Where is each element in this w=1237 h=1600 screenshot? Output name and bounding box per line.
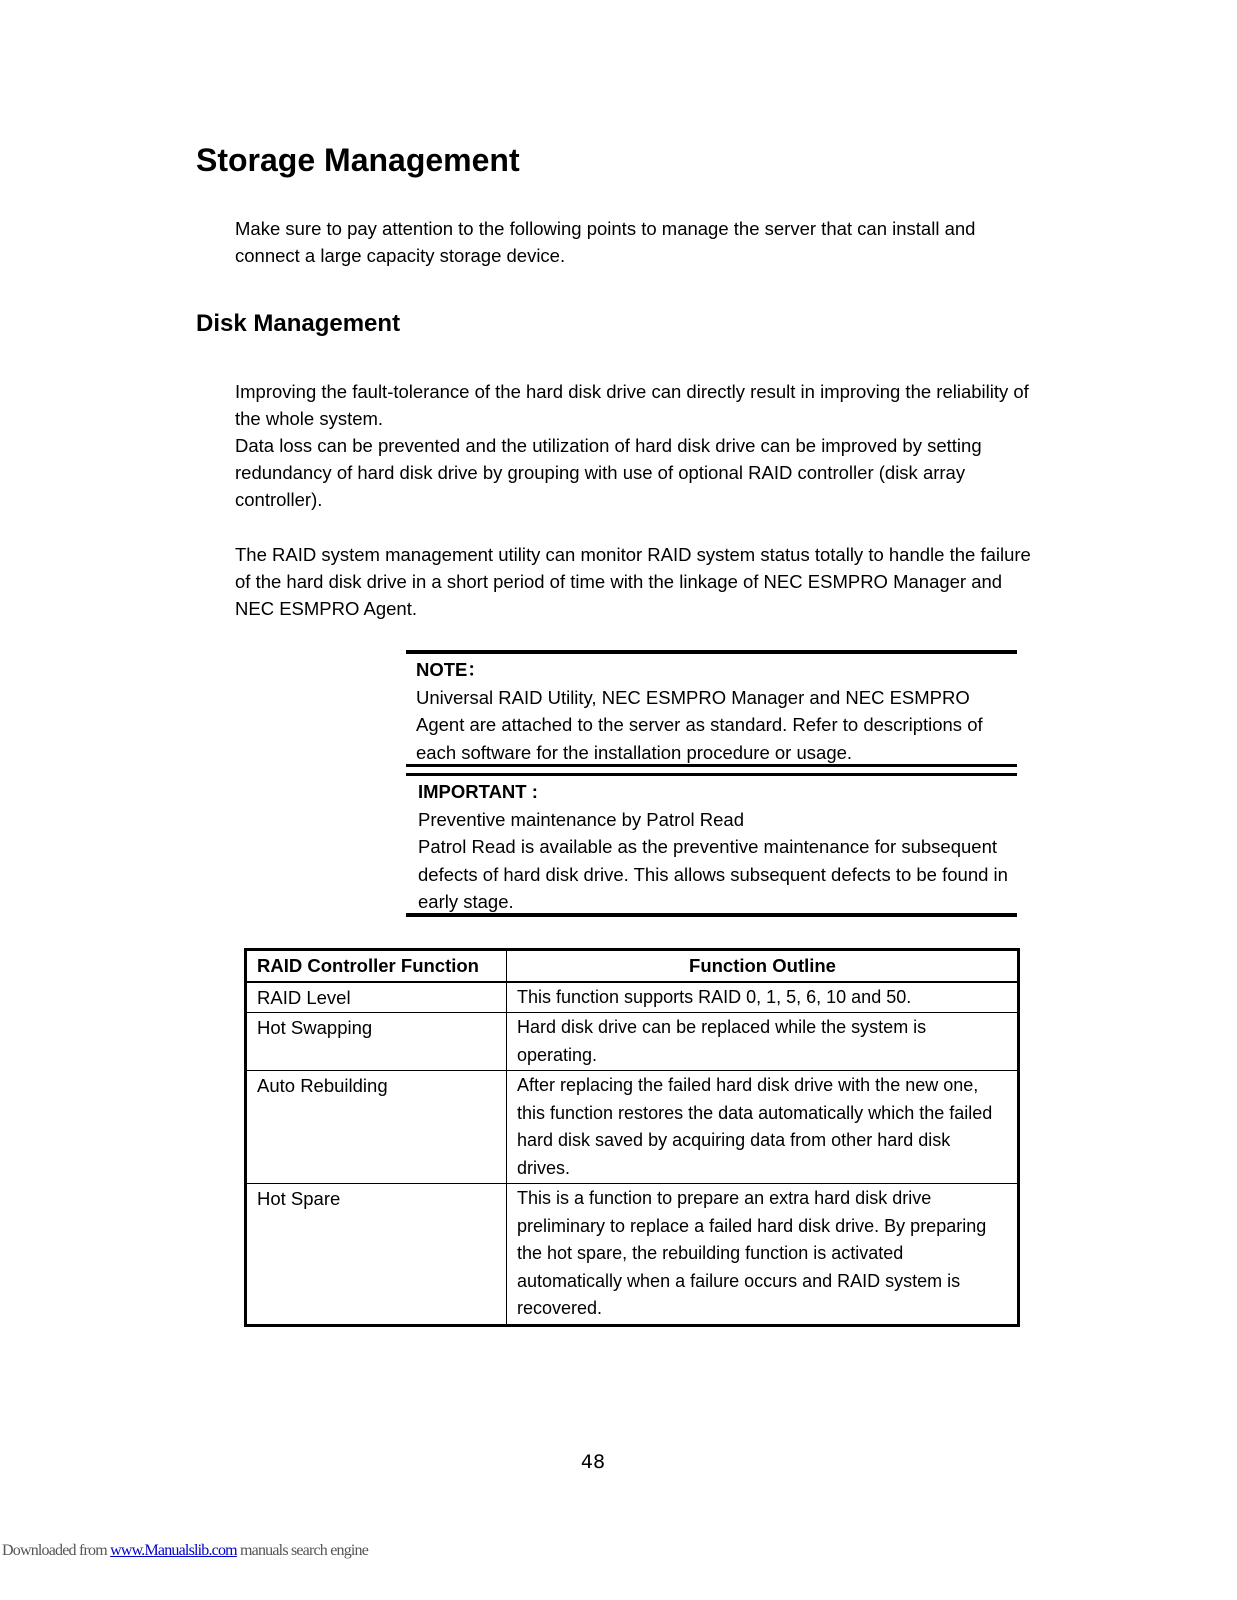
important-top-rule [406,773,1017,776]
table-row [246,1013,1019,1071]
paragraph-3: The RAID system management utility can monitor RAID system status totally to handle the failure of the hard disk drive in a short period of time with the linkage of NEC ESMPRO Manager and NEC ESMPRO Agent. [235,544,1031,619]
intro-paragraph [235,215,1035,269]
important-bottom-rule [406,913,1017,917]
note-bottom-rule [406,764,1017,767]
function-outline: This is a function to prepare an extra hard disk drive preliminary to replace a failed hard disk drive. By preparing the hot spare, the rebuilding function is activated automatically when a failure occurs and RAID system is recovered. [507,1184,1019,1326]
disk-management-body [235,378,1035,513]
table-row [246,1071,1019,1184]
disk-management-body-2 [235,541,1035,622]
function-name: RAID Level [246,982,507,1013]
page-title: Storage Management [196,142,520,178]
important-label: IMPORTANT : [418,781,538,802]
header-function: RAID Controller Function [246,950,507,982]
table-row [246,982,1019,1013]
important-line1: Preventive maintenance by Patrol Read [418,808,744,830]
table-header-row [246,950,1019,982]
manualslib-link[interactable]: www.Manualslib.com [110,1542,237,1559]
footer-suffix: manuals search engine [236,1542,369,1559]
note-text: Universal RAID Utility, NEC ESMPRO Manager and NEC ESMPRO Agent are attached to the server as standard. Refer to descriptions of each software for the installation procedure or usage. [416,686,983,763]
paragraph-2: Data loss can be prevented and the utilization of hard disk drive can be improved by setting redundancy of hard disk drive by grouping with use of optional RAID controller (disk array controller). [235,435,982,510]
note-box [416,656,1016,766]
raid-function-table [244,948,1020,1327]
page-number: 48 [580,1451,606,1473]
table-row [246,1184,1019,1326]
function-outline: This function supports RAID 0, 1, 5, 6, 10 and 50. [507,982,1019,1013]
function-outline: After replacing the failed hard disk drive with the new one, this function restores the data automatically which the failed hard disk saved by acquiring data from other hard disk drives. [507,1071,1019,1184]
function-name: Auto Rebuilding [246,1071,507,1184]
footer-prefix: Downloaded from [2,1542,111,1559]
function-name: Hot Swapping [246,1013,507,1071]
intro-text: Make sure to pay attention to the following points to manage the server that can install and connect a large capacity storage device. [235,218,976,266]
note-label: NOTE： [416,659,486,680]
function-name: Hot Spare [246,1184,507,1326]
download-footer [2,1540,368,1562]
important-text: Patrol Read is available as the preventive maintenance for subsequent defects of hard disk drive. This allows subsequent defects to be found in early stage. [418,836,1008,912]
note-top-rule [406,650,1017,654]
header-outline: Function Outline [507,950,1019,982]
section-heading: Disk Management [196,310,401,337]
paragraph-1: Improving the fault-tolerance of the hard disk drive can directly result in improving the reliability of the whole system. [235,381,1029,429]
function-outline: Hard disk drive can be replaced while the system is operating. [507,1013,1019,1071]
important-box [418,778,1018,916]
